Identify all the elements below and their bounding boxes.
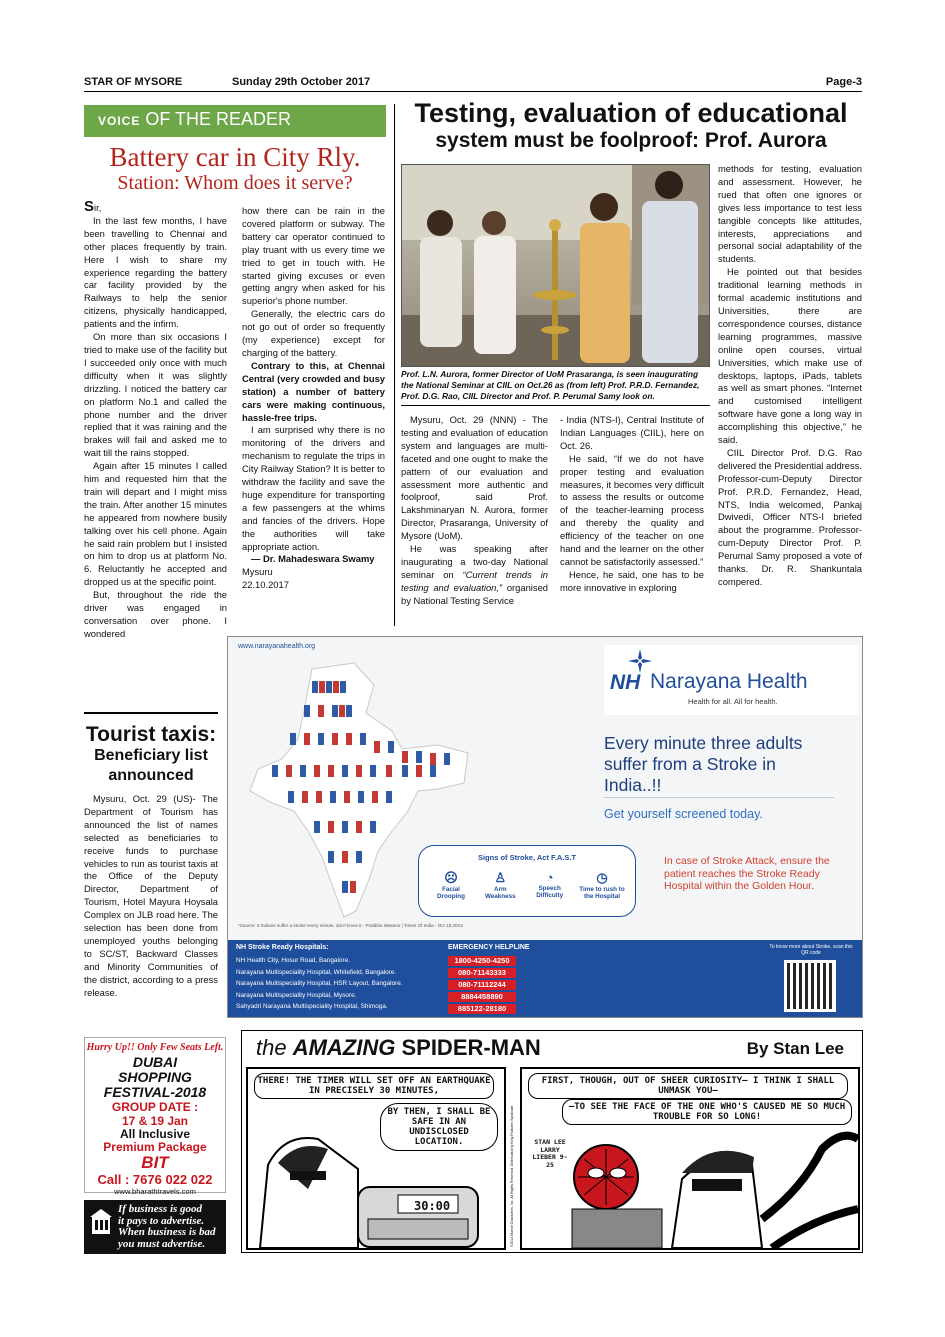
tourist-headline-line1: Tourist taxis: <box>85 723 217 746</box>
speech-bubble: BY THEN, I SHALL BE SAFE IN AN UNDISCLOSED LOCATION. <box>380 1103 498 1151</box>
letter-paragraph: Generally, the electric cars do not go out of order so frequently (my experience) except for charging of the battery. <box>242 308 385 358</box>
letter-paragraph: In the last few months, I have been travelling to Chennai and other places frequently by train. Here I wish to share my experience regarding the battery car facility provided by the Railways to help the senior citizens, physically handicapped, patients and the infirm. <box>84 214 227 330</box>
comic-strip <box>241 1030 863 1253</box>
advertise-box: If business is good it pays to advertise. When business is bad you must advertise. <box>84 1200 226 1254</box>
nh-logo-mark: NH <box>610 671 641 694</box>
story-column-1: Mysuru, Oct. 29 (NNN) - The testing and evaluation of education system and languages are multi-faceted and one ought to make the pattern of our evaluation and assessment more authentic and foolproof, said Prof. Lakshminaryan N. Aurora, former Director, Prasaranga, University of Mysore (UoM). He was speaking after inaugurating a two-day National seminar on “Current trends in testing and evaluation,” organised by National Testing Service <box>401 414 548 606</box>
letter-headline <box>84 142 386 195</box>
hospital-item: Sahyadri Narayana Multispeciality Hospital, Shimoga. <box>236 1003 388 1010</box>
comic-panel-1 <box>246 1067 506 1250</box>
speech-bubble: FIRST, THOUGH, OUT OF SHEER CURIOSITY— I THINK I SHALL UNMASK YOU— <box>528 1073 848 1099</box>
hospital-item: Narayana Multispeciality Hospital, Whitefield, Bangalore. <box>236 968 397 976</box>
sign-face: ☹ Facial Drooping <box>429 870 473 900</box>
bit-logo: BIT <box>141 1153 169 1172</box>
dubai-inclusive: All Inclusive <box>119 1127 191 1141</box>
letter-headline-line2: Station: Whom does it serve? <box>117 172 353 195</box>
fast-title: Signs of Stroke, Act F.A.S.T <box>477 853 577 862</box>
issue-date: Sunday 29th October 2017 <box>232 76 371 88</box>
voice-label: VOICE <box>98 114 141 128</box>
main-headline-line2: system must be foolproof: Prof. Aurora <box>435 129 827 152</box>
letter-date: 22.10.2017 <box>242 579 289 591</box>
qr-caption: To know more about Stroke, scan this QR code <box>769 944 853 956</box>
photo-illustration <box>402 165 710 367</box>
letter-place: Mysuru <box>242 566 273 578</box>
dubai-title2: SHOPPING <box>118 1069 192 1085</box>
speech-bubble: THERE! THE TIMER WILL SET OFF AN EARTHQUAKE IN PRECISELY 30 MINUTES, <box>254 1073 494 1099</box>
clock-icon: ◷ <box>596 870 608 885</box>
helpline-number[interactable]: 8884458890 <box>448 992 516 1002</box>
ad-headline: Every minute three adults suffer from a Stroke in India..!! <box>604 733 803 795</box>
building-icon <box>89 1208 113 1236</box>
helpline-number[interactable]: 885122-28180 <box>448 1004 516 1014</box>
hospital-item: Narayana Multispeciality Hospital, HSR Layout, Bangalore. <box>236 980 403 987</box>
letter-paragraph: But, throughout the ride the driver was engaged in conversation over phone. I wondered <box>84 589 227 639</box>
dubai-title3: FESTIVAL-2018 <box>103 1084 207 1100</box>
letter-headline-line1: Battery car in City Rly. <box>109 142 361 172</box>
letter-paragraph: Again after 15 minutes I called him and requested him that the train will depart and I might miss the train. After another 15 minutes he appeared from nowhere busily talking over his cell phone. Again he said rain problem but I insisted on him to drop us at platform No. 6. Reluctantly he accepted and dropped us at the specific point. <box>84 460 227 588</box>
tourist-body: Mysuru, Oct. 29 (US)- The Department of Tourism has announced the list of names selected as beneficiaries to receive funds to purchase vehicles to run as tourist taxis at the Office of the Deputy Director, Department of Tourism, Hotel Mayura Hoysala Complex on JLB road here. The selection has been done from unemployed youths belonging to SC/ST, Backward Classes and Minority Communities of the district, according to a press release. <box>84 793 218 998</box>
divider <box>84 712 218 714</box>
hospital-item: Narayana Multispeciality Hospital, Mysore. <box>236 991 357 999</box>
sign-speech: ◔ Speech Difficulty <box>528 870 572 900</box>
column-rule <box>394 104 395 626</box>
page-header <box>84 76 862 92</box>
voice-label-rest: OF THE READER <box>145 109 292 129</box>
page-number: Page-3 <box>825 76 862 88</box>
sign-arm: ♙ Arm Weakness <box>478 870 522 900</box>
letter-salutation: ir, <box>94 202 102 213</box>
helpline-number[interactable]: 1800-4250-4250 <box>448 956 516 966</box>
tourist-headline <box>84 723 218 786</box>
comic-copyright: ©2014 Marvel Characters, Inc. All Rights Reserved. Distributed by King Features Syndicate <box>510 1105 514 1247</box>
dubai-group: GROUP DATE : <box>111 1100 199 1114</box>
voice-of-reader-banner <box>84 105 386 137</box>
fast-signs-box <box>418 845 636 917</box>
dubai-phone[interactable]: Call : 7676 022 022 <box>97 1172 213 1187</box>
main-headline-line1: Testing, evaluation of educational <box>414 98 848 128</box>
qr-code[interactable] <box>784 960 836 1012</box>
dubai-dates: 17 & 19 Jan <box>121 1114 189 1128</box>
letter-paragraph: Contrary to this, at Chennai Central (very crowded and busy station) a number of battery cars were making continuous, hassle-free trips. <box>242 359 385 423</box>
story-column-2: - India (NTS-I), Central Institute of Indian Languages (CIIL), here on Oct. 26. He said, “If we do not have proper testing and evaluation measures, it becomes very difficult to assess the results or outcome of the teacher-learning process and thereby the quality and efficiency of the teacher on one hand and the learner on the other cannot be satisfactorily assessed.” Hence, he said, one has to be more innovative in exploring <box>560 414 704 593</box>
news-photo <box>401 164 710 367</box>
nh-footer <box>228 940 862 1017</box>
arm-icon: ♙ <box>494 870 507 885</box>
nh-brand: Narayana Health <box>650 670 808 693</box>
letter-paragraph: I am surprised why there is no monitoring of the drivers and mechanism to regulate the trips in City Railway Station? It is better to withdraw the facility and save the huge expenditure for transporting a few passengers at the whims and fancies of the drivers. Hope the authorities will take appropriate action. <box>242 424 385 552</box>
dubai-hurry: Hurry Up!! Only Few Seats Left. <box>86 1042 224 1053</box>
dubai-website[interactable]: www.bharathtravels.com <box>114 1187 196 1196</box>
artist-credit: STAN LEE LARRY LIEBER 9-25 <box>532 1138 568 1169</box>
attack-notice: In case of Stroke Attack, ensure the patient reaches the Stroke Ready Hospital within the Golden Hour. <box>664 855 830 892</box>
bomb-timer: 30:00 <box>414 1199 451 1213</box>
letter-signature: — Dr. Mahadeswara Swamy <box>251 553 375 565</box>
helpline-number[interactable]: 080-71112244 <box>448 980 516 990</box>
letter-column-1 <box>84 198 227 641</box>
ad-subline: Get yourself screened today. <box>604 807 763 821</box>
letter-paragraph: how there can be rain in the covered platform or subway. The battery car operator continued to play truant with us every time we tried to get in touch with. He started giving excuses or even getting angry when asked for his superior's phone number. <box>242 205 385 307</box>
dubai-title1: DUBAI <box>132 1054 178 1070</box>
divider <box>604 797 834 798</box>
ad-source: *Source: 3 Indians suffer a stroke every minute, don't know it - Pratibha Wasson | Times Of India - Oct 18,2013 <box>238 923 463 928</box>
narayana-health-ad[interactable] <box>227 636 863 1018</box>
dubai-festival-ad[interactable] <box>84 1037 226 1196</box>
letter-paragraph: On more than six occasions I tried to make use of the facility but I succeeded only once with much difficulty when it was slightly drizzling. I noticed the battery car on platform No.1 and called the phone number and the driver replied that it was raining and the brakes will fail and asked me to wait till the rains stopped. <box>84 331 227 459</box>
speech-icon: ◔ <box>545 870 554 885</box>
tourist-headline-line2: Beneficiary list announced <box>94 747 208 784</box>
comic-title: the AMAZING SPIDER-MAN <box>256 1035 541 1060</box>
letter-column-2 <box>242 205 385 592</box>
sign-time: ◷ Time to rush to the Hospital <box>577 870 627 900</box>
photo-caption: Prof. L.N. Aurora, former Director of UoM Prasaranga, is seen inaugurating the National Seminar at CIIL on Oct.26 as (from left) Prof. P.R.D. Fernandez, Prof. D.G. Rao, CIIL Director and Prof. P. Perumal Samy look on. <box>401 369 710 406</box>
nh-logo-box <box>604 645 858 715</box>
hospital-list <box>236 955 403 1013</box>
comic-panel-2 <box>520 1067 860 1250</box>
main-headline <box>400 98 862 154</box>
ad-url[interactable]: www.narayanahealth.org <box>238 643 316 650</box>
masthead: STAR OF MYSORE <box>84 76 183 88</box>
hospital-item: NH Health City, Hosur Road, Bangalore. <box>236 957 350 964</box>
qr-code-icon <box>787 963 833 1009</box>
dubai-package: Premium Package <box>103 1140 207 1154</box>
helpline-title: EMERGENCY HELPLINE <box>448 944 530 951</box>
drop-cap: S <box>84 198 95 215</box>
hospitals-title: NH Stroke Ready Hospitals: <box>236 944 329 951</box>
face-icon: ☹ <box>444 870 458 885</box>
helpline-number[interactable]: 080-71143333 <box>448 968 516 978</box>
nh-star-icon <box>628 649 652 673</box>
story-column-3: methods for testing, evaluation and assessment. However, he rued that often one ignores or gives less importance to test less tangible concepts like attitudes, interests, appreciations and personal social adaptability of the students. He pointed out that besides traditional learning methods in formal academic institutions and Universities, there are correspondence courses, distance learning programmes, massive online open courses, virtual Universities, which make use of desktops, laptops, iPads, tablets as well as smart phones. “Internet and customised intelligent software have gone a long way in accomplishing this objective,” he said. CIIL Director Prof. D.G. Rao delivered the Presidential address. Professor-cum-Deputy Director Prof. P.R.D. Fernandez, Head, NTS, India welcomed, Pankaj Dwivedi, Officer NTS-I briefed about the programme. Professor-cum-Deputy Director Prof. P. Perumal Samy proposed a vote of thanks. Dr. R. Shankuntala compered. <box>718 163 862 587</box>
comic-byline: By Stan Lee <box>746 1039 844 1058</box>
speech-bubble: —TO SEE THE FACE OF THE ONE WHO'S CAUSED ME SO MUCH TROUBLE FOR SO LONG! <box>562 1099 852 1125</box>
nh-tagline: Health for all. All for health. <box>688 697 778 706</box>
